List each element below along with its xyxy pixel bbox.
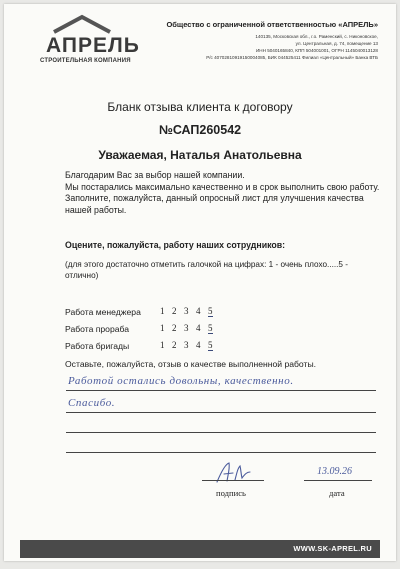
signature-line[interactable]	[202, 480, 264, 481]
feedback-label: Оставьте, пожалуйста, отзыв о качестве выполненной работы.	[65, 359, 317, 369]
feedback-line-2[interactable]	[66, 412, 376, 413]
intro-line-3: Заполните, пожалуйста, данный опросный лист для улучшения качества нашей работы.	[65, 193, 364, 215]
company-tax-ids: ИНН 5040165840, КПП 504001001, ОГРН 1145040013128	[255, 48, 378, 53]
rating-row-crew	[65, 341, 365, 355]
rating-row-manager	[65, 307, 365, 321]
rating-label: Работа бригады	[65, 341, 130, 351]
rating-option-5-selected[interactable]: 5	[208, 306, 213, 316]
rating-option-4[interactable]: 4	[196, 306, 201, 316]
logo-subtitle: СТРОИТЕЛЬНАЯ КОМПАНИЯ	[40, 58, 131, 64]
rating-option-3[interactable]: 3	[184, 306, 189, 316]
rating-option-3[interactable]: 3	[184, 340, 189, 350]
signature-caption: подпись	[216, 488, 246, 498]
footer-bar	[20, 540, 380, 558]
rating-option-1[interactable]: 1	[160, 306, 165, 316]
question-note: (для этого достаточно отметить галочкой на цифрах: 1 - очень плохо.....5 - отлично)	[65, 260, 348, 280]
rating-row-foreman	[65, 324, 365, 338]
company-logo	[36, 14, 156, 72]
company-address-line-2: ул. Центральная, д. 74, помещение 13	[295, 41, 378, 46]
rating-option-3[interactable]: 3	[184, 323, 189, 333]
rating-option-2[interactable]: 2	[172, 340, 177, 350]
feedback-handwritten-line-2: Спасибо.	[68, 397, 116, 409]
feedback-line-3[interactable]	[66, 432, 376, 433]
company-details	[163, 20, 378, 61]
intro-line-1: Благодарим Вас за выбор нашей компании.	[65, 170, 245, 180]
company-address-line-1: 140135, Московская обл., г.о. Раменский, с. Никоновское,	[255, 34, 378, 39]
rating-option-5-selected[interactable]: 5	[208, 340, 213, 350]
intro-text	[65, 170, 385, 216]
date-handwritten: 13.09.26	[317, 466, 352, 477]
feedback-handwritten-line-1: Работой остались довольны, качественно.	[68, 375, 294, 387]
rating-option-4[interactable]: 4	[196, 340, 201, 350]
rating-option-5-selected[interactable]: 5	[208, 323, 213, 333]
feedback-line-4[interactable]	[66, 452, 376, 453]
logo-name: АПРЕЛЬ	[46, 34, 140, 57]
rating-label: Работа прораба	[65, 324, 130, 334]
date-caption: дата	[329, 488, 345, 498]
footer-website[interactable]: WWW.SK-APREL.RU	[293, 544, 372, 553]
house-roof-icon	[52, 14, 112, 34]
rating-option-4[interactable]: 4	[196, 323, 201, 333]
handwritten-signature	[214, 460, 264, 486]
rating-option-2[interactable]: 2	[172, 323, 177, 333]
feedback-form-page	[4, 4, 396, 561]
company-bank-details: Р/с 40702810919150004085, БИК 044525411 Филиал «Центральный» Банка ВТБ	[206, 55, 378, 60]
client-salutation: Уважаемая, Наталья Анатольевна	[98, 148, 302, 162]
intro-line-2: Мы постарались максимально качественно и в срок выполнить свою работу.	[65, 181, 380, 192]
rating-option-1[interactable]: 1	[160, 323, 165, 333]
question-title: Оцените, пожалуйста, работу наших сотрудников:	[65, 240, 286, 250]
feedback-line-1[interactable]	[66, 390, 376, 391]
date-line[interactable]	[304, 480, 372, 481]
rating-option-2[interactable]: 2	[172, 306, 177, 316]
company-name: Общество с ограниченной ответственностью «АПРЕЛЬ»	[166, 20, 378, 29]
contract-number: №САП260542	[158, 123, 242, 137]
form-title: Бланк отзыва клиента к договору	[107, 100, 293, 114]
rating-label: Работа менеджера	[65, 307, 141, 317]
rating-option-1[interactable]: 1	[160, 340, 165, 350]
